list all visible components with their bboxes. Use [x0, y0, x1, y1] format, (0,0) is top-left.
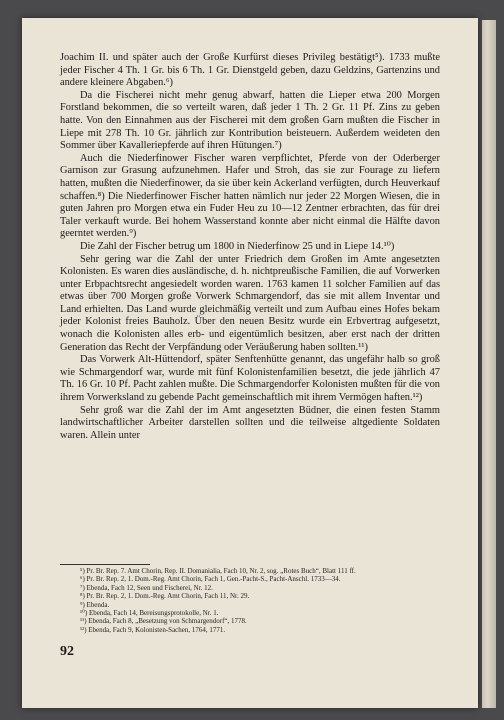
footnote: ⁶) Pr. Br. Rep. 2, 1. Dom.-Reg. Amt Chorin, Fach 1, Gen.-Pacht-S., Pacht-Anschl. 1733—34. — [80, 575, 341, 584]
footnote: ¹⁰) Ebenda, Fach 14, Bereisungsprotokolle, Nr. 1. — [80, 609, 219, 618]
paragraph: Joachim II. und später auch der Große Kurfürst dieses Privileg bestätigt⁵). 1733 mußte jeder Fischer 4 Th. 1 Gr. bis 6 Th. 1 Gr. Dienstgeld geben, dazu Geldzins, Gartenzins und andere kleinere Abgaben.⁶) — [60, 52, 440, 89]
footnotes — [60, 567, 440, 634]
body-text — [60, 52, 440, 442]
page-number: 92 — [60, 644, 74, 659]
paragraph: Auch die Niederfinower Fischer waren verpflichtet, Pferde von der Oderberger Garnison zur Grasung aufzunehmen. Hafer und Stroh, das sie zur Fourage zu liefern hatten, mußten die Niederfinower, da sie über kein Ackerland verfügten, durch Heuverkauf schaffen.⁸) Die Niederfinower Fischer hatten nämlich nur jeder 22 Morgen Wiesen, die in guten Jahren pro Morgen etwa ein Fuder Heu zu 10—12 Zentner erbrachten, das für drei Taler verkauft wurde. Bei hohem Wasserstand konnte aber nicht einmal die Hälfte davon geerntet werden.⁹) — [60, 152, 440, 240]
paragraph: Die Zahl der Fischer betrug um 1800 in Niederfinow 25 und in Liepe 14.¹⁰) — [80, 240, 395, 252]
paragraph: Da die Fischerei nicht mehr genug abwarf, hatten die Lieper etwa 200 Morgen Forstland bekommen, die so verteilt waren, daß jeder 1 Th. 2 Gr. 11 Pf. Zins zu geben hatte. Von den Einnahmen aus der Fischerei mit dem großen Garn mußten die Fischer in Liepe mit 278 Th. 10 Gr. jährlich zur Kontribution beisteuern. Außerdem weideten den Sommer über Kavalleriepferde auf ihren Hütungen.⁷) — [60, 89, 440, 152]
footnote: ¹²) Ebenda, Fach 9, Kolonisten-Sachen, 1764, 1771. — [80, 625, 226, 634]
footnote: ⁵) Pr. Br. Rep. 7. Amt Chorin, Rep. II. Domanialia, Fach 10, Nr. 2, sog. „Rotes Buch“, Blatt 111 ff. — [80, 567, 356, 575]
footnote: ¹¹) Ebenda, Fach 8, „Besetzung von Schmargendorf“, 1778. — [80, 617, 247, 626]
paragraph: Das Vorwerk Alt-Hüttendorf, später Senftenhütte genannt, das ungefähr halb so groß wie Schmargendorf war, wurde mit fünf Kolonistenfamilien besetzt, die jede jährlich 47 Th. 16 Gr. 10 Pf. Pacht zahlen mußte. Die Schmargendorfer Kolonisten mußten für die von ihrem Vorwerksland zu gebende Pacht gemeinschaftlich mit ihrem Vermögen haften.¹²) — [60, 354, 440, 404]
adjacent-page-edge — [482, 20, 496, 708]
footnote-separator — [60, 564, 150, 565]
paragraph: Sehr groß war die Zahl der im Amt angesetzten Büdner, die einen festen Stamm landwirtschaftlicher Arbeiter darstellen sollten und die teilweise altgediente Soldaten waren. Allein unter — [60, 404, 440, 441]
paragraph: Sehr gering war die Zahl der unter Friedrich dem Großen im Amte angesetzten Kolonisten. Es waren dies ausländische, d. h. nichtpreußische Familien, die auf Vorwerken unter Erbpachtsrecht angesiedelt worden waren. 1763 kamen 11 solcher Familien auf das etwas über 700 Morgen große Vorwerk Schmargendorf, das sie mit allem Inventar und Land erhielten. Das Land wurde gleichmäßig verteilt und zum Aufbau eines Hofes bekam jeder Kolonist freies Bauholz. Über den neuen Besitz wurde ein Erbvertrag aufgesetzt, wonach die Kolonisten alles erb- und eigentümlich besitzen, aber erst nach der dritten Generation das Recht der Verpfändung oder Veräußerung haben sollten.¹¹) — [60, 253, 440, 353]
footnote: ⁷) Ebenda, Fach 12, Seen und Fischerei, Nr. 12. — [80, 583, 213, 592]
footnote: ⁸) Pr. Br. Rep. 2, 1. Dom.-Reg. Amt Chorin, Fach 11, Nr. 29. — [80, 592, 250, 601]
footnote: ⁹) Ebenda. — [80, 600, 110, 609]
